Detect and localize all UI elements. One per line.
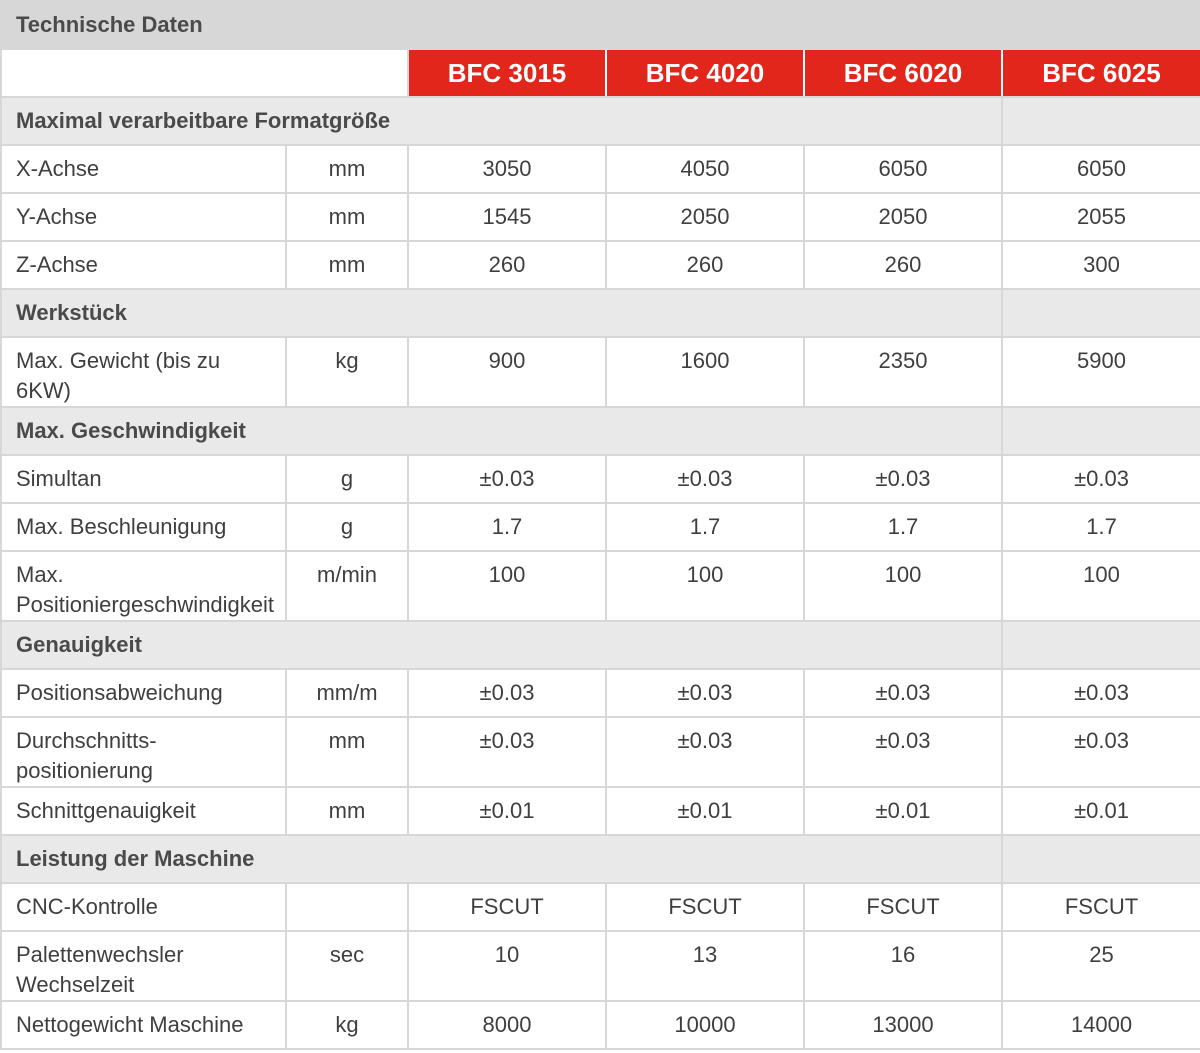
table-row — [1, 1001, 1200, 1049]
row-value: 2050 — [606, 193, 804, 241]
model-header-row — [1, 49, 1200, 97]
row-value: 6050 — [1002, 145, 1200, 193]
row-value: 300 — [1002, 241, 1200, 289]
row-value: ±0.03 — [408, 717, 606, 787]
table-row — [1, 503, 1200, 551]
table-row — [1, 883, 1200, 931]
row-value: 10000 — [606, 1001, 804, 1049]
row-value: 260 — [408, 241, 606, 289]
row-value: 14000 — [1002, 1001, 1200, 1049]
table-row — [1, 241, 1200, 289]
row-value: 2350 — [804, 337, 1002, 407]
row-value: ±0.03 — [1002, 455, 1200, 503]
model-header-bfc-3015: BFC 3015 — [408, 49, 606, 97]
row-value: 13000 — [804, 1001, 1002, 1049]
table-row — [1, 931, 1200, 1001]
section-title: Max. Geschwindigkeit — [1, 407, 1002, 455]
section-spacer — [1002, 289, 1200, 337]
row-unit: mm — [286, 241, 408, 289]
row-unit: kg — [286, 1001, 408, 1049]
table-row — [1, 337, 1200, 407]
row-value: 100 — [606, 551, 804, 621]
section-title: Maximal verarbeitbare Formatgröße — [1, 97, 1002, 145]
row-label: Max. Gewicht (bis zu 6KW) — [1, 337, 286, 407]
row-value: 100 — [408, 551, 606, 621]
section-spacer — [1002, 97, 1200, 145]
table-title: Technische Daten — [1, 1, 1002, 49]
row-value: 1545 — [408, 193, 606, 241]
row-value: 100 — [1002, 551, 1200, 621]
row-label: Max. Beschleunigung — [1, 503, 286, 551]
row-value: ±0.03 — [606, 669, 804, 717]
row-label: Z-Achse — [1, 241, 286, 289]
section-row — [1, 97, 1200, 145]
row-value: FSCUT — [408, 883, 606, 931]
section-title: Genauigkeit — [1, 621, 1002, 669]
row-value: ±0.03 — [408, 455, 606, 503]
row-value: 260 — [606, 241, 804, 289]
row-value: ±0.03 — [804, 669, 1002, 717]
row-unit: g — [286, 503, 408, 551]
row-value: ±0.01 — [606, 787, 804, 835]
row-label: X-Achse — [1, 145, 286, 193]
row-label: Palettenwechsler Wechselzeit — [1, 931, 286, 1001]
row-unit: mm — [286, 145, 408, 193]
row-value: 1600 — [606, 337, 804, 407]
row-value: 900 — [408, 337, 606, 407]
row-value: 10 — [408, 931, 606, 1001]
row-value: 8000 — [408, 1001, 606, 1049]
row-unit: mm — [286, 717, 408, 787]
row-value: ±0.03 — [1002, 669, 1200, 717]
table-title-spacer — [1002, 1, 1200, 49]
row-label: CNC-Kontrolle — [1, 883, 286, 931]
row-label: Positionsabweichung — [1, 669, 286, 717]
table-title-row — [1, 1, 1200, 49]
row-unit: mm/m — [286, 669, 408, 717]
row-unit: g — [286, 455, 408, 503]
row-value: 6050 — [804, 145, 1002, 193]
row-value: ±0.03 — [606, 455, 804, 503]
row-value: 3050 — [408, 145, 606, 193]
section-spacer — [1002, 835, 1200, 883]
row-value: 4050 — [606, 145, 804, 193]
model-header-bfc-4020: BFC 4020 — [606, 49, 804, 97]
row-unit: m/min — [286, 551, 408, 621]
row-value: 260 — [804, 241, 1002, 289]
table-row — [1, 455, 1200, 503]
section-row — [1, 621, 1200, 669]
row-value: 2050 — [804, 193, 1002, 241]
row-unit: mm — [286, 193, 408, 241]
row-value: 100 — [804, 551, 1002, 621]
row-label: Max. Positioniergeschwindigkeit — [1, 551, 286, 621]
row-value: 5900 — [1002, 337, 1200, 407]
row-label: Y-Achse — [1, 193, 286, 241]
section-title: Werkstück — [1, 289, 1002, 337]
row-value: FSCUT — [1002, 883, 1200, 931]
row-value: 1.7 — [1002, 503, 1200, 551]
row-value: ±0.01 — [1002, 787, 1200, 835]
row-value: ±0.03 — [804, 717, 1002, 787]
row-value: ±0.03 — [408, 669, 606, 717]
row-value: FSCUT — [804, 883, 1002, 931]
row-value: 25 — [1002, 931, 1200, 1001]
section-title: Leistung der Maschine — [1, 835, 1002, 883]
table-row — [1, 669, 1200, 717]
section-row — [1, 407, 1200, 455]
row-value: ±0.03 — [606, 717, 804, 787]
section-spacer — [1002, 407, 1200, 455]
row-value: ±0.03 — [1002, 717, 1200, 787]
row-label: Schnittgenauigkeit — [1, 787, 286, 835]
row-label: Durchschnitts-positionierung — [1, 717, 286, 787]
table-row — [1, 717, 1200, 787]
row-value: 2055 — [1002, 193, 1200, 241]
table-row — [1, 787, 1200, 835]
model-header-blank — [1, 49, 408, 97]
row-value: ±0.03 — [804, 455, 1002, 503]
row-unit: sec — [286, 931, 408, 1001]
row-value: FSCUT — [606, 883, 804, 931]
row-label: Simultan — [1, 455, 286, 503]
row-value: 13 — [606, 931, 804, 1001]
table-row — [1, 193, 1200, 241]
row-unit — [286, 883, 408, 931]
row-value: ±0.01 — [804, 787, 1002, 835]
model-header-bfc-6020: BFC 6020 — [804, 49, 1002, 97]
row-unit: kg — [286, 337, 408, 407]
row-value: 1.7 — [606, 503, 804, 551]
table-row — [1, 145, 1200, 193]
section-row — [1, 835, 1200, 883]
row-value: 1.7 — [408, 503, 606, 551]
model-header-bfc-6025: BFC 6025 — [1002, 49, 1200, 97]
table-row — [1, 551, 1200, 621]
row-value: 16 — [804, 931, 1002, 1001]
row-unit: mm — [286, 787, 408, 835]
row-label: Nettogewicht Maschine — [1, 1001, 286, 1049]
row-value: 1.7 — [804, 503, 1002, 551]
section-row — [1, 289, 1200, 337]
row-value: ±0.01 — [408, 787, 606, 835]
section-spacer — [1002, 621, 1200, 669]
